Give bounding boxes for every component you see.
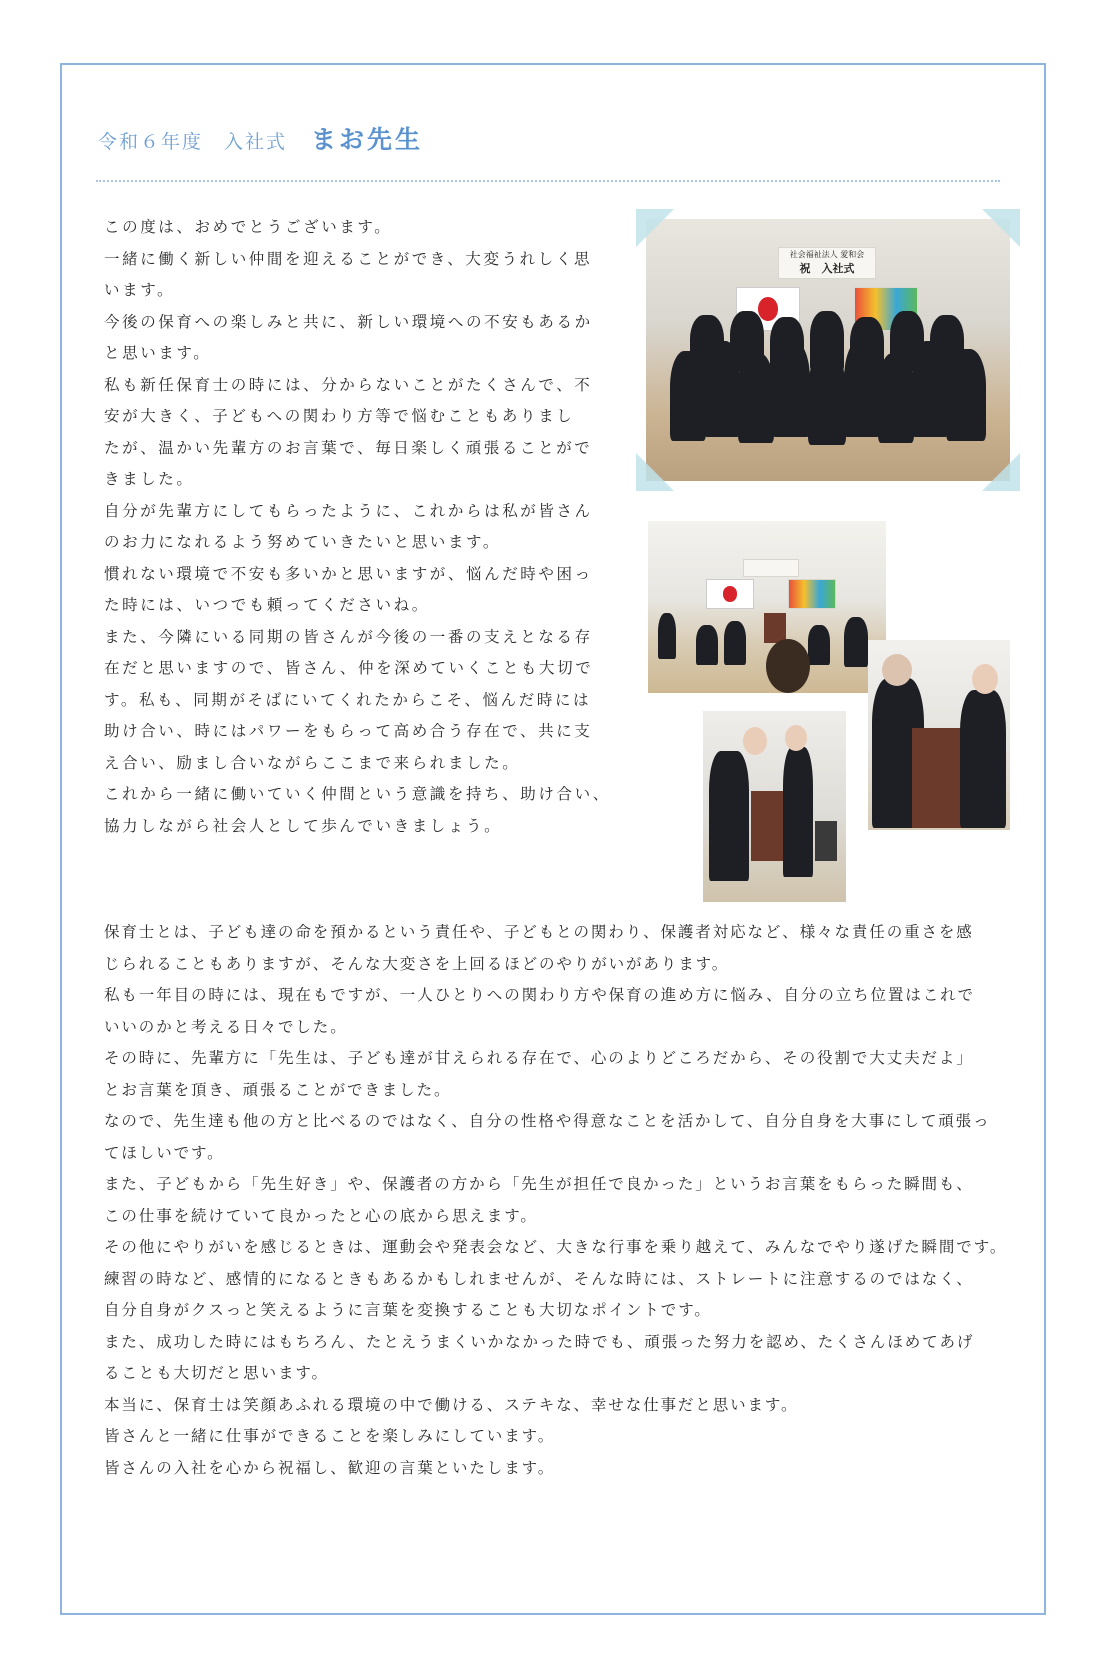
ceremony-hall-photo xyxy=(648,521,886,693)
speech-photo xyxy=(703,711,846,902)
person-face xyxy=(972,664,998,694)
japan-flag xyxy=(706,579,754,609)
paragraph-line: た時には、いつでも頼ってくださいね。 xyxy=(104,596,430,614)
body-text-narrow xyxy=(104,212,624,842)
paragraph-line: この仕事を続けていて良かったと心の底から思えます。 xyxy=(104,1206,538,1225)
sign-line-2: 祝 入社式 xyxy=(799,262,855,275)
paragraph-line: てほしいです。 xyxy=(104,1143,225,1162)
paragraph-line: 皆さんの入社を心から祝福し、歓迎の言葉といたします。 xyxy=(104,1458,556,1477)
paragraph-line: 皆さんと一緒に仕事ができることを楽しみにしています。 xyxy=(104,1427,556,1445)
person-face xyxy=(743,727,767,755)
header xyxy=(98,120,423,160)
podium xyxy=(764,613,786,643)
group-photo xyxy=(646,219,1010,481)
paragraph-line: と思います。 xyxy=(104,344,212,362)
logo-banner xyxy=(788,579,836,609)
paragraph-line: また、今隣にいる同期の皆さんが今後の一番の支えとなる存 xyxy=(104,627,593,646)
podium xyxy=(912,728,964,828)
paragraph-line: います。 xyxy=(104,281,176,299)
paragraph-line: また、成功した時にはもちろん、たとえうまくいかなかった時でも、頑張った努力を認め、たくさんほめてあげ xyxy=(104,1332,975,1351)
paragraph-line: 保育士とは、子ども達の命を預かるという責任や、子どもとの関わり、保護者対応など、様々な責任の重さを感 xyxy=(104,923,974,941)
paragraph-line: 練習の時など、感情的になるときもあるかもしれませんが、そんな時には、ストレートに注意するのではなく、 xyxy=(104,1269,974,1288)
person-face xyxy=(785,725,807,751)
paragraph-line: じられることもありますが、そんな大変さを上回るほどのやりがいがあります。 xyxy=(104,954,730,973)
paragraph-line: たが、温かい先輩方のお言葉で、毎日楽しく頑張ることがで xyxy=(104,438,593,457)
paragraph-line: 私も一年目の時には、現在もですが、一人ひとりへの関わり方や保育の進め方に悩み、自分の立ち位置はこれで xyxy=(104,986,975,1004)
paragraph-line: 助け合い、時にはパワーをもらって高め合う存在で、共に支 xyxy=(104,722,593,740)
paragraph-line: 慣れない環境で不安も多いかと思いますが、悩んだ時や困っ xyxy=(104,564,593,583)
paragraph-line: のお力になれるよう努めていきたいと思います。 xyxy=(104,533,501,551)
certificate-handover-photo xyxy=(868,640,1010,830)
paragraph-line: 在だと思いますので、皆さん、仲を深めていくことも大切で xyxy=(104,659,594,677)
paragraph-line: 協力しながら社会人として歩んでいきましょう。 xyxy=(104,816,503,835)
paragraph-line: 私も新任保育士の時には、分からないことがたくさんで、不 xyxy=(104,375,593,394)
paragraph-line: この度は、おめでとうございます。 xyxy=(104,218,393,236)
teacher-name: まお先生 xyxy=(311,125,424,154)
person-head xyxy=(766,639,810,693)
paragraph-line: その時に、先輩方に「先生は、子ども達が甘えられる存在で、心のよりどころだから、その役割で大丈夫だよ」 xyxy=(104,1049,974,1067)
paragraph-line: 今後の保育への楽しみと共に、新しい環境への不安もあるか xyxy=(104,312,593,331)
podium xyxy=(751,791,787,861)
paragraph-line: 一緒に働く新しい仲間を迎えることができ、大変うれしく思 xyxy=(104,249,593,268)
person-face xyxy=(882,654,912,686)
paragraph-line: なので、先生達も他の方と比べるのではなく、自分の性格や得意なことを活かして、自分自身を大事にして頑張っ xyxy=(104,1112,991,1130)
paragraph-line: え合い、励まし合いながらここまで来られました。 xyxy=(104,753,521,772)
chair xyxy=(815,821,837,861)
event-title: 令和６年度 入社式 xyxy=(98,131,288,153)
sign-line-1: 社会福祉法人 愛和会 xyxy=(789,250,865,259)
paragraph-line: 自分が先輩方にしてもらったように、これからは私が皆さん xyxy=(104,501,593,520)
group-of-people xyxy=(670,311,990,451)
ceremony-sign xyxy=(778,247,876,279)
body-text-wide xyxy=(104,917,1024,1484)
paragraph-line: いいのかと考える日々でした。 xyxy=(104,1017,348,1036)
paragraph-line: その他にやりがいを感じるときは、運動会や発表会など、大きな行事を乗り越えて、みんなでやり遂げた瞬間です。 xyxy=(104,1238,1008,1256)
paragraph-line: 自分自身がクスっと笑えるように言葉を変換することも大切なポイントです。 xyxy=(104,1301,712,1319)
paragraph-line: また、子どもから「先生好き」や、保護者の方から「先生が担任で良かった」というお言葉をもらった瞬間も、 xyxy=(104,1175,974,1193)
paragraph-line: 安が大きく、子どもへの関わり方等で悩むこともありまし xyxy=(104,407,575,425)
paragraph-line: とお言葉を頂き、頑張ることができました。 xyxy=(104,1080,452,1099)
paragraph-line: ることも大切だと思います。 xyxy=(104,1364,329,1382)
ceremony-sign xyxy=(743,559,799,577)
group-photo-frame xyxy=(636,209,1020,491)
paragraph-line: す。私も、同期がそばにいてくれたからこそ、悩んだ時には xyxy=(104,690,592,709)
paragraph-line: きました。 xyxy=(104,470,195,488)
dotted-divider xyxy=(96,180,1000,182)
paragraph-line: これから一緒に働いていく仲間という意識を持ち、助け合い、 xyxy=(104,785,611,803)
paragraph-line: 本当に、保育士は笑顔あふれる環境の中で働ける、ステキな、幸せな仕事だと思います。 xyxy=(104,1395,799,1414)
